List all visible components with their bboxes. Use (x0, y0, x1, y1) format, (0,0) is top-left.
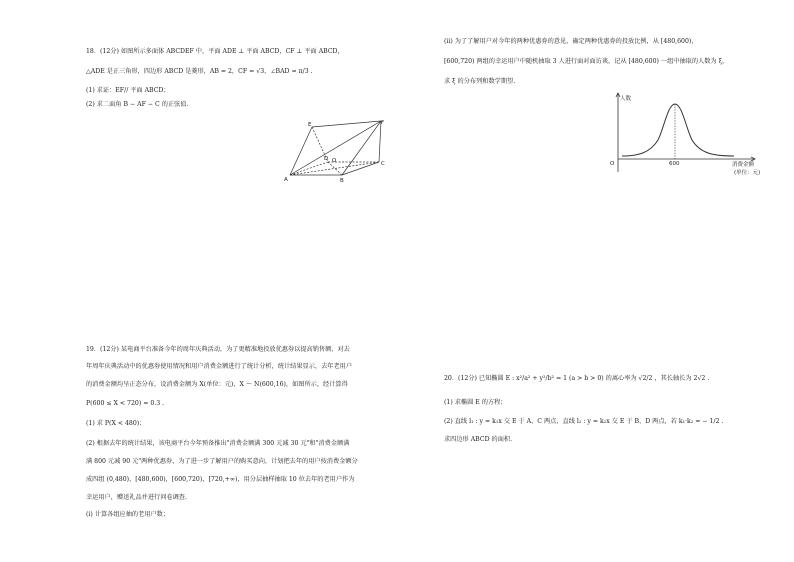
q18-part-1: (1) 求证：EF// 平面 ABCD； (86, 87, 170, 94)
edge-BF (342, 121, 381, 175)
q19-part-2-line-1: (2) 根据去年的统计结果，该电商平台今年预备推出"消费金额满 300 元减 30 元"和"消费金额满 (86, 440, 350, 447)
q20-line-1: 20．(12分) 已知椭圆 E : x²/a² + y²/b² = 1 (a > b > 0) 的离心率为 √2/2 ，其长轴长为 2√2 . (444, 375, 710, 382)
label-F: F (381, 120, 385, 126)
q19ii-line-1: (ii) 为了了解用户对今年的两种优惠券的意见，确定两种优惠券的投放比例，从 [480,600)， (444, 38, 698, 45)
q18-line-1: 18．(12分) 如图所示多面体 ABCDEF 中，平面 ADE ⊥ 平面 ABCD，CF ⊥ 平面 ABCD， (86, 48, 344, 55)
q19ii-line-3: 求 ξ 的分布列和数学期望. (444, 78, 516, 85)
edge-CF (379, 121, 381, 162)
edge-EF (312, 121, 381, 127)
q19-line-3: 的消费金额均呈正态分布，设消费金额为 X(单位：元)，X ～ N(600,16)，如图所示，经计算得 (86, 381, 348, 388)
q18-line-2: △ADE 是正三角形，四边形 ABCD 是菱形，AB = 2，CF = √3，∠BAD = π/3 . (86, 68, 313, 75)
edge-EA (290, 127, 312, 175)
origin-label: O (610, 161, 615, 167)
q19-part-2-line-4: 幸运用户，赠送礼品并进行问卷调查. (86, 494, 187, 501)
q19-line-1: 19．(12分) 某电商平台准备今年的周年庆典活动，为了更精准地投放优惠券以提高销售额，对去 (86, 346, 350, 353)
edge-BC (342, 162, 379, 175)
label-A: A (284, 177, 288, 183)
polyhedron-figure (284, 118, 394, 188)
label-C: C (381, 161, 385, 167)
q20-part-1: (1) 求椭圆 E 的方程； (444, 399, 507, 406)
q19-line-2: 年周年庆典活动中的优惠券使用情况和用户消费金额进行了统计分析，统计结果显示，去年老用户 (86, 363, 353, 370)
label-E: E (308, 122, 312, 128)
q19-part-2-line-3: 成四组 (0,480)，[480,600)，[600,720)，[720,+∞)，用分层抽样抽取 10 位去年的老用户作为 (86, 476, 355, 483)
label-O: O (332, 158, 337, 164)
x-axis-label: 消费金额 (732, 162, 755, 168)
x-tick-600: 600 (669, 161, 680, 167)
label-D: D (324, 156, 329, 162)
label-B: B (340, 178, 344, 184)
edge-AF (290, 121, 381, 175)
normal-curve (622, 104, 734, 156)
q20-part-2-line-2: 求四边形 ABCD 的面积. (444, 436, 513, 443)
q18-part-2: (2) 求二面角 B − AF − C 的正弦值. (86, 101, 189, 108)
q20-part-2-line-1: (2) 直线 l₁ : y = k₁x 交 E 于 A、C 两点，直线 l₂ : y = k₂x 交 E 于 B、D 两点，若 k₁·k₂ = − 1/2 . (444, 418, 724, 425)
q19-part-2-i: (i) 计算各组应抽的老用户数； (86, 511, 170, 518)
q19-part-1: (1) 求 P(X < 480)； (86, 420, 146, 427)
q19-line-4: P(600 ≤ X < 720) = 0.3 . (86, 400, 165, 407)
y-axis-label: 人数 (620, 96, 632, 102)
q19-part-2-line-2: 满 800 元减 90 元"两种优惠券，为了进一步了解用户的购买意向，计划把去年的用户按消费金额分 (86, 458, 358, 465)
q19ii-line-2: [600,720) 两组的幸运用户中随机抽取 3 人进行面对面访谈，记从 [480,600) 一组中抽取的人数为 ξ， (444, 58, 729, 65)
normal-curve-figure (608, 90, 778, 178)
x-axis-unit: (单位：元) (734, 170, 761, 176)
